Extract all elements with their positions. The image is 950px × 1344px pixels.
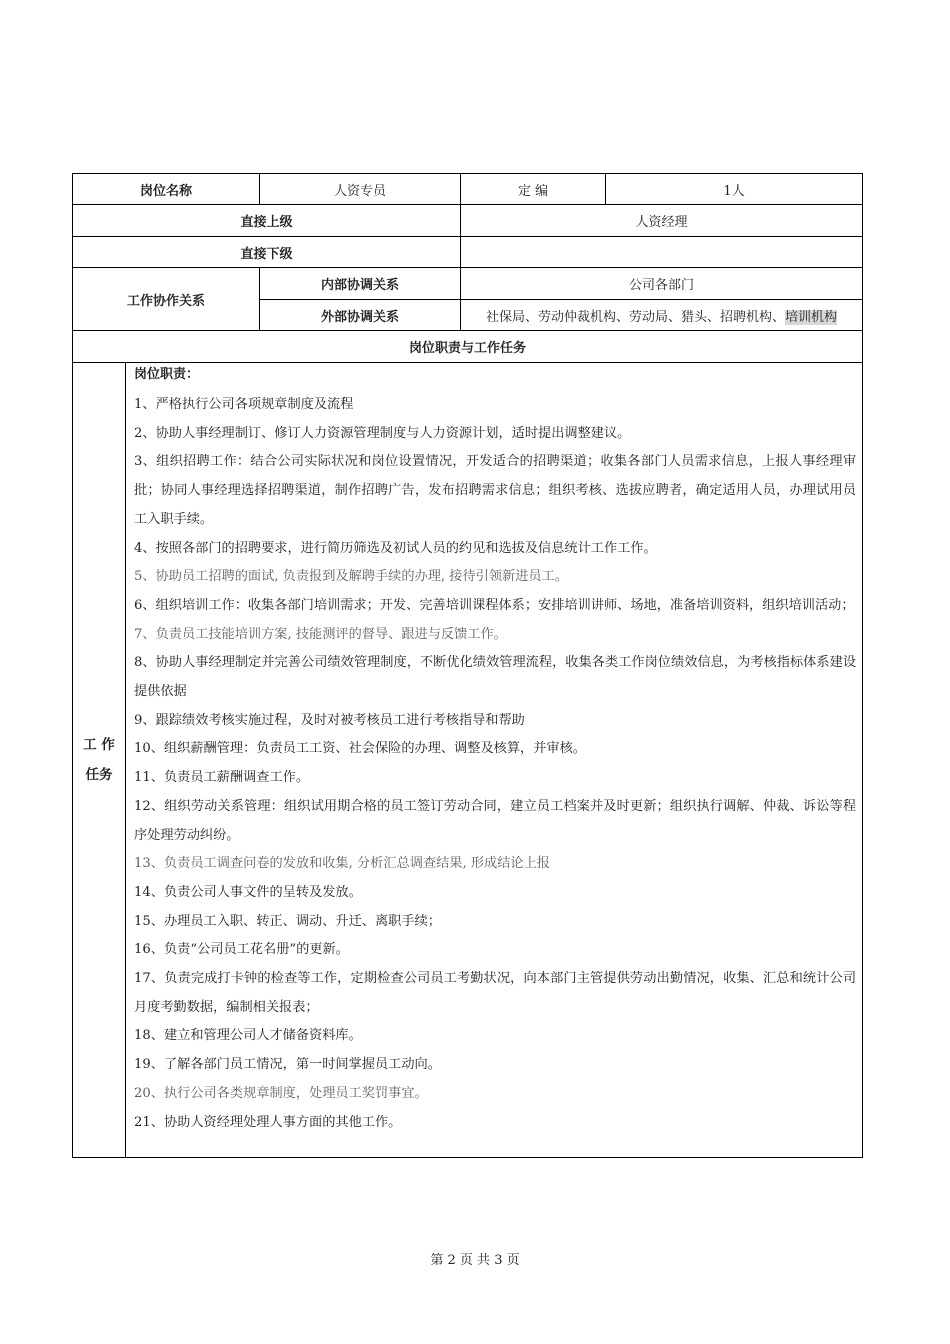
internal-row bbox=[73, 268, 863, 300]
work-tasks-label bbox=[73, 363, 126, 1158]
external-value-text: 社保局、劳动仲裁机构、劳动局、猎头、招聘机构、 bbox=[486, 309, 786, 325]
subordinate-label: 直接下级 bbox=[73, 237, 461, 268]
task-item: 8、协助人事经理制定并完善公司绩效管理制度，不断优化绩效管理流程，收集各类工作岗位绩效信息，为考核指标体系建设提供依据 bbox=[134, 655, 857, 700]
superior-label: 直接上级 bbox=[73, 205, 461, 237]
cooperation-label: 工作协作关系 bbox=[73, 268, 260, 331]
task-item: 14、负责公司人事文件的呈转及发放。 bbox=[134, 884, 362, 900]
task-item: 16、负责“公司员工花名册”的更新。 bbox=[134, 942, 349, 958]
external-value-highlight: 培训机构 bbox=[785, 309, 838, 325]
task-item: 17、负责完成打卡钟的检查等工作，定期检查公司员工考勤状况，向本部门主管提供劳动出勤情况，收集、汇总和统计公司月度考勤数据，编制相关报表； bbox=[134, 971, 857, 1015]
superior-value: 人资经理 bbox=[461, 205, 863, 237]
task-item: 3、组织招聘工作：结合公司实际状况和岗位设置情况，开发适合的招聘渠道；收集各部门人员需求信息，上报人事经理审批；协同人事经理选择招聘渠道，制作招聘广告，发布招聘需求信息；组织考核、选拔应聘者，确定适用人员，办理试用员工入职手续。 bbox=[134, 454, 857, 527]
task-item: 1、严格执行公司各项规章制度及流程 bbox=[134, 397, 354, 412]
position-name-label: 岗位名称 bbox=[73, 174, 260, 205]
task-item: 18、建立和管理公司人才储备资料库。 bbox=[134, 1028, 362, 1044]
superior-row bbox=[73, 205, 863, 237]
position-name-value: 人资专员 bbox=[260, 174, 461, 205]
headcount-label: 定 编 bbox=[461, 174, 606, 205]
duties-title: 岗位职责： bbox=[134, 367, 200, 382]
page-footer: 第 2 页 共 3 页 bbox=[430, 1253, 520, 1268]
task-item: 21、协助人资经理处理人事方面的其他工作。 bbox=[134, 1114, 402, 1130]
position-row bbox=[73, 174, 863, 205]
task-item: 12、组织劳动关系管理：组织试用期合格的员工签订劳动合同，建立员工档案并及时更新；组织执行调解、仲裁、诉讼等程序处理劳动纠纷。 bbox=[134, 798, 857, 843]
job-description-table bbox=[72, 173, 863, 1158]
tasks-row bbox=[73, 363, 863, 1158]
task-item: 4、按照各部门的招聘要求，进行简历筛选及初试人员的约见和选拔及信息统计工作工作。 bbox=[134, 540, 657, 556]
task-item: 11、负责员工薪酬调查工作。 bbox=[134, 770, 310, 786]
task-item: 9、跟踪绩效考核实施过程，及时对被考核员工进行考核指导和帮助 bbox=[134, 712, 525, 728]
subordinate-value bbox=[461, 237, 863, 268]
section-title-row bbox=[73, 331, 863, 363]
task-item: 15、办理员工入职、转正、调动、升迁、离职手续； bbox=[134, 913, 441, 929]
external-label: 外部协调关系 bbox=[260, 300, 461, 331]
external-value bbox=[461, 300, 863, 331]
headcount-value: 1人 bbox=[606, 174, 863, 205]
work-tasks-label-line1: 工 作 bbox=[83, 737, 115, 753]
internal-label: 内部协调关系 bbox=[260, 268, 461, 300]
task-item: 19、了解各部门员工情况，第一时间掌握员工动向。 bbox=[134, 1057, 441, 1073]
task-item: 13、负责员工调查问卷的发放和收集, 分析汇总调查结果, 形成结论上报 bbox=[134, 856, 550, 872]
task-item: 6、组织培训工作：收集各部门培训需求；开发、完善培训课程体系；安排培训讲师、场地，准备培训资料，组织培训活动； bbox=[134, 597, 855, 613]
work-tasks-label-line2: 任务 bbox=[85, 767, 113, 783]
task-item: 20、执行公司各类规章制度，处理员工奖罚事宜。 bbox=[134, 1085, 428, 1101]
subordinate-row bbox=[73, 237, 863, 268]
internal-value: 公司各部门 bbox=[461, 268, 863, 300]
section-title: 岗位职责与工作任务 bbox=[73, 331, 863, 363]
tasks-cell bbox=[126, 363, 863, 1158]
task-item: 5、协助员工招聘的面试, 负责报到及解聘手续的办理, 接待引领新进员工。 bbox=[134, 569, 568, 585]
task-item: 2、协助人事经理制订、修订人力资源管理制度与人力资源计划，适时提出调整建议。 bbox=[134, 425, 631, 441]
task-item: 10、组织薪酬管理：负责员工工资、社会保险的办理、调整及核算，并审核。 bbox=[134, 741, 586, 757]
task-item: 7、负责员工技能培训方案, 技能测评的督导、跟进与反馈工作。 bbox=[134, 626, 507, 642]
